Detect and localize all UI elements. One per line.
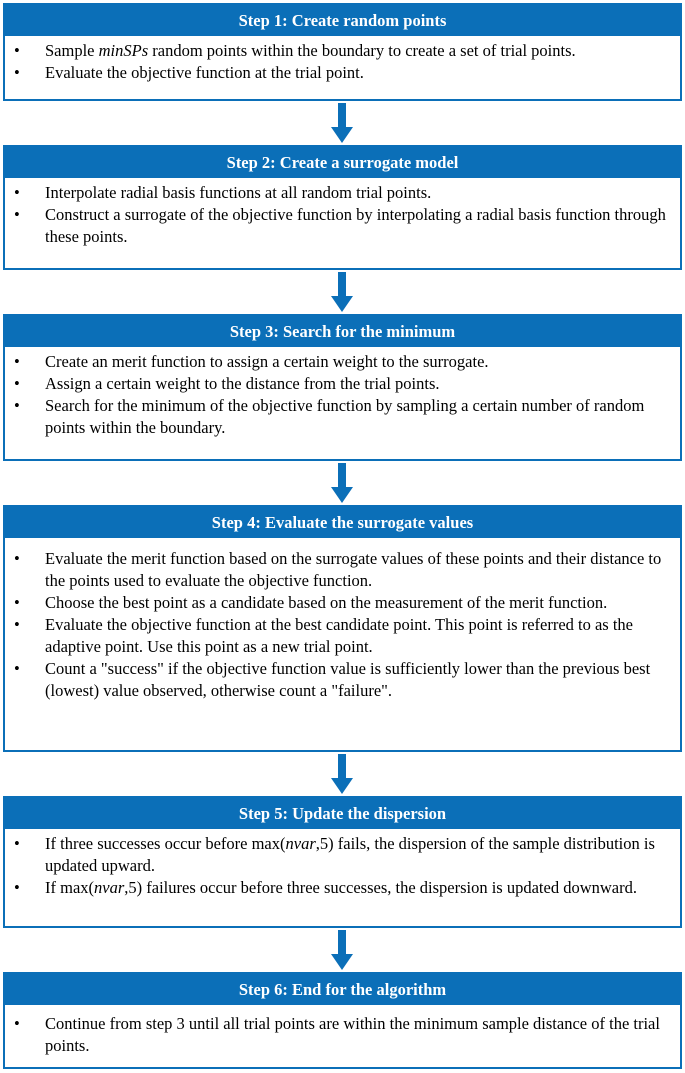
step-5-body: [5, 829, 680, 903]
step-5-box: [3, 796, 682, 928]
bullet-icon: •: [14, 834, 20, 853]
bullet-text: Search for the minimum of the objective function by sampling a certain number of random points within the boundary.: [45, 396, 645, 437]
list-item: [11, 182, 672, 204]
bullet-icon: •: [14, 374, 20, 393]
down-arrow-icon: [331, 463, 353, 503]
down-arrow-icon: [331, 930, 353, 970]
bullet-icon: •: [14, 593, 20, 612]
step-2-title: Step 2: Create a surrogate model: [5, 147, 680, 178]
step-5-title: Step 5: Update the dispersion: [5, 798, 680, 829]
list-item: [11, 395, 672, 439]
down-arrow-icon: [331, 272, 353, 312]
step-1-body: [5, 36, 680, 88]
list-item: [11, 548, 672, 592]
down-arrow-icon: [331, 754, 353, 794]
step-6-box: [3, 972, 682, 1069]
bullet-icon: •: [14, 183, 20, 202]
list-item: [11, 373, 672, 395]
bullet-text: If max(nvar,5) failures occur before three successes, the dispersion is updated downward.: [45, 878, 637, 897]
list-item: [11, 614, 672, 658]
bullet-text: Evaluate the objective function at the trial point.: [45, 63, 364, 82]
bullet-text: Interpolate radial basis functions at all random trial points.: [45, 183, 432, 202]
step-4-title: Step 4: Evaluate the surrogate values: [5, 507, 680, 538]
bullet-text: If three successes occur before max(nvar,5) fails, the dispersion of the sample distribution is updated upward.: [45, 834, 655, 875]
bullet-text: Count a "success" if the objective function value is sufficiently lower than the previous best (lowest) value observed, otherwise count a "failure".: [45, 659, 651, 700]
bullet-text: Construct a surrogate of the objective function by interpolating a radial basis function through these points.: [45, 205, 666, 246]
bullet-icon: •: [14, 396, 20, 415]
list-item: [11, 1013, 672, 1057]
bullet-text: Continue from step 3 until all trial points are within the minimum sample distance of the trial points.: [45, 1014, 660, 1055]
step-3-box: [3, 314, 682, 461]
down-arrow-icon: [331, 103, 353, 143]
step-4-box: [3, 505, 682, 752]
bullet-text: Sample minSPs random points within the boundary to create a set of trial points.: [45, 41, 576, 60]
bullet-icon: •: [14, 659, 20, 678]
bullet-text: Create an merit function to assign a certain weight to the surrogate.: [45, 352, 489, 371]
bullet-icon: •: [14, 878, 20, 897]
list-item: [11, 658, 672, 702]
step-2-body: [5, 178, 680, 252]
list-item: [11, 833, 672, 877]
step-1-title: Step 1: Create random points: [5, 5, 680, 36]
bullet-icon: •: [14, 1014, 20, 1033]
bullet-icon: •: [14, 41, 20, 60]
step-3-body: [5, 347, 680, 443]
bullet-text: Choose the best point as a candidate based on the measurement of the merit function.: [45, 593, 608, 612]
list-item: [11, 351, 672, 373]
bullet-text: Evaluate the objective function at the best candidate point. This point is referred to as the adaptive point. Use this point as a new trial point.: [45, 615, 634, 656]
bullet-icon: •: [14, 352, 20, 371]
bullet-icon: •: [14, 205, 20, 224]
list-item: [11, 592, 672, 614]
bullet-icon: •: [14, 63, 20, 82]
step-1-box: [3, 3, 682, 101]
step-4-body: [5, 538, 680, 706]
bullet-text: Evaluate the merit function based on the surrogate values of these points and their distance to the points used to evaluate the objective function.: [45, 549, 662, 590]
bullet-icon: •: [14, 549, 20, 568]
step-2-box: [3, 145, 682, 270]
step-3-title: Step 3: Search for the minimum: [5, 316, 680, 347]
bullet-icon: •: [14, 615, 20, 634]
bullet-text: Assign a certain weight to the distance from the trial points.: [45, 374, 440, 393]
list-item: [11, 204, 672, 248]
step-6-title: Step 6: End for the algorithm: [5, 974, 680, 1005]
list-item: [11, 62, 672, 84]
step-6-body: [5, 1005, 680, 1061]
list-item: [11, 40, 672, 62]
list-item: [11, 877, 672, 899]
